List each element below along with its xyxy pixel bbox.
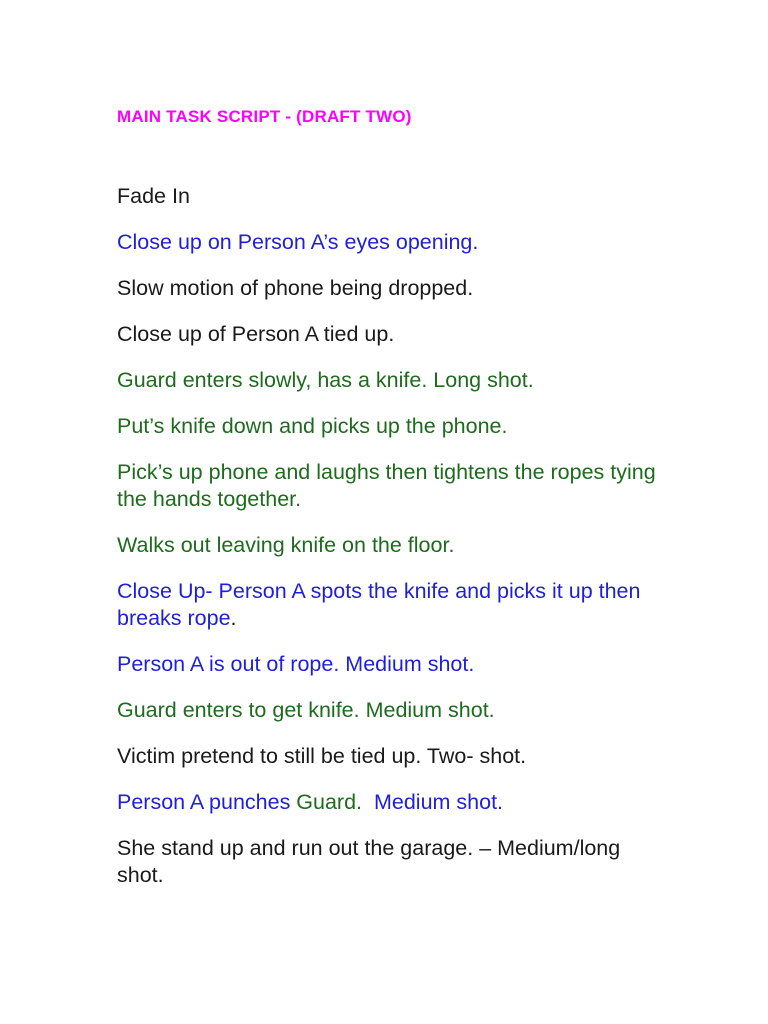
script-line-segment: Pick’s up phone and laughs then tightens the ropes tying the hands together. [117,460,662,511]
script-line [117,229,662,256]
script-line-segment: Fade In [117,184,190,208]
script-line-segment: Close Up- Person A spots the knife and picks it up then breaks rope [117,579,647,630]
script-line [117,183,662,210]
script-line [117,651,662,678]
script-line-segment: She stand up and run out the garage. – Medium/long shot. [117,836,627,887]
script-line [117,459,662,513]
script-line-segment: Guard enters slowly, has a knife. Long shot. [117,368,534,392]
script-line-segment: Walks out leaving knife on the floor. [117,533,455,557]
script-line [117,275,662,302]
script-line [117,743,662,770]
script-line [117,321,662,348]
script-line [117,697,662,724]
script-line-segment: Guard. [296,790,363,814]
script-line-segment: Put’s knife down and picks up the phone. [117,414,508,438]
script-line [117,367,662,394]
script-line-segment: Person A is out of rope. Medium shot. [117,652,475,676]
script-line [117,835,662,889]
script-line-segment: . [230,606,237,630]
script-title: MAIN TASK SCRIPT - (DRAFT TWO) [117,107,412,126]
script-line-segment: Guard enters to get knife. Medium shot. [117,698,495,722]
script-line [117,578,662,632]
script-line-segment: Victim pretend to still be tied up. Two- shot. [117,744,527,768]
script-line-segment: Close up of Person A tied up. [117,322,395,346]
script-line [117,413,662,440]
script-line-segment: Close up on Person A’s eyes opening. [117,230,479,254]
script-line [117,789,662,816]
script-body [117,183,662,908]
script-line [117,532,662,559]
script-line-segment: Person A punches [117,790,297,814]
script-line-segment: Slow motion of phone being dropped. [117,276,474,300]
script-line-segment: Medium shot. [362,790,504,814]
